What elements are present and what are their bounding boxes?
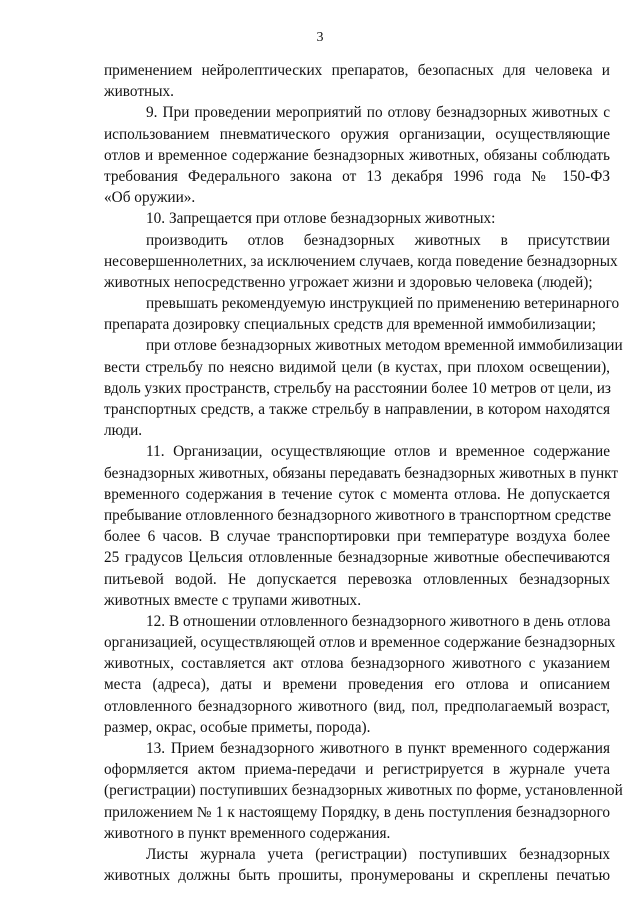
text-line: отловленного безнадзорного животного (вид, пол, предполагаемый возраст, bbox=[104, 697, 610, 715]
text-line: пребывание отловленного безнадзорного животного в транспортном средстве bbox=[104, 506, 612, 524]
document-body bbox=[104, 60, 623, 886]
text-line: люди. bbox=[104, 422, 143, 440]
text-line: применением нейролептических препаратов, безопасных для человека и bbox=[104, 62, 610, 79]
text-line: приложением № 1 к настоящему Порядку, в день поступления безнадзорного bbox=[104, 803, 610, 821]
text-line: питьевой водой. Не допускается перевозка отловленных безнадзорных bbox=[104, 570, 610, 588]
text-line: 25 градусов Цельсия отловленные безнадзорные животные обеспечиваются bbox=[104, 549, 610, 567]
text-line: транспортных средств, а также стрельбу в направлении, в котором находятся bbox=[104, 401, 610, 418]
text-line: Листы журнала учета (регистрации) поступивших безнадзорных bbox=[146, 845, 610, 863]
text-line: препарата дозировку специальных средств для временной иммобилизации; bbox=[104, 316, 596, 334]
text-line: 12. В отношении отловленного безнадзорного животного в день отлова bbox=[146, 612, 611, 630]
text-line: безнадзорных животных, обязаны передавать безнадзорных животных в пункт bbox=[104, 464, 619, 482]
text-line: 11. Организации, осуществляющие отлов и временное содержание bbox=[146, 443, 610, 461]
text-line: организацией, осуществляющей отлов и временное содержание безнадзорных bbox=[104, 634, 616, 652]
page-number: 3 bbox=[316, 30, 324, 45]
text-line: более 6 часов. В случае транспортировки при температуре воздуха более bbox=[104, 528, 610, 546]
text-line: животных, составляется акт отлова безнадзорного животного с указанием bbox=[104, 655, 610, 673]
text-line: 9. При проведении мероприятий по отлову безнадзорных животных с bbox=[146, 104, 610, 122]
text-line: животного в пункт временного содержания. bbox=[104, 824, 391, 842]
text-line: размер, окрас, особые приметы, порода). bbox=[104, 718, 371, 736]
text-line: места (адреса), даты и времени проведения его отлова и описанием bbox=[104, 676, 610, 694]
text-line: оформляется актом приема-передачи и регистрируется в журнале учета bbox=[104, 761, 610, 779]
text-line: животных должны быть прошиты, пронумерованы и скреплены печатью bbox=[104, 867, 610, 885]
text-line: вести стрельбу по неясно видимой цели (в кустах, при плохом освещении), bbox=[104, 358, 610, 376]
text-line: вдоль узких пространств, стрельбу на расстоянии более 10 метров от цели, из bbox=[104, 379, 611, 397]
text-line: животных. bbox=[104, 83, 174, 101]
text-line: требования Федерального закона от 13 декабря 1996 года № 150-ФЗ bbox=[104, 167, 610, 185]
text-line: животных непосредственно угрожает жизни и здоровью человека (людей); bbox=[104, 273, 593, 291]
text-line: производить отлов безнадзорных животных в присутствии bbox=[146, 231, 610, 249]
text-line: (регистрации) поступивших безнадзорных животных по форме, установленной bbox=[104, 782, 623, 800]
text-line: отлов и временное содержание безнадзорных животных, обязаны соблюдать bbox=[104, 146, 610, 164]
text-line: временного содержания в течение суток с момента отлова. Не допускается bbox=[104, 485, 610, 503]
text-line: 13. Прием безнадзорного животного в пункт временного содержания bbox=[146, 740, 610, 757]
text-line: 10. Запрещается при отлове безнадзорных животных: bbox=[146, 210, 496, 228]
text-line: «Об оружии». bbox=[104, 189, 196, 207]
text-line: превышать рекомендуемую инструкцией по применению ветеринарного bbox=[146, 295, 620, 313]
text-line: несовершеннолетних, за исключением случаев, когда поведение безнадзорных bbox=[104, 252, 618, 270]
text-line: животных вместе с трупами животных. bbox=[104, 591, 362, 609]
text-line: использованием пневматического оружия организации, осуществляющие bbox=[104, 125, 610, 143]
text-line: при отлове безнадзорных животных методом временной иммобилизации bbox=[146, 337, 623, 355]
